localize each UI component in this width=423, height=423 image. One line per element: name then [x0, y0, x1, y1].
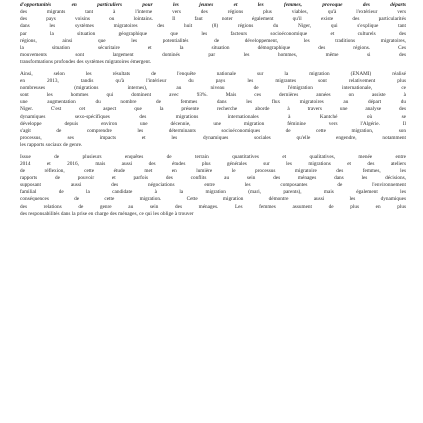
text-line: supposant aussi des négociations entre les composantes de l'environnement — [20, 182, 406, 189]
text-line: par la situation géographique que les facteurs socioéconomique et culturels des — [20, 30, 406, 37]
text-line: Ainsi, selon les résultats de l'enquête nationale sur la migration (ENAMI) réalisé — [20, 70, 406, 77]
text-line: familial de la candidate à la migration (mari, parents), mais également les — [20, 189, 406, 196]
text-line: des pays voisins ou lointains. Il faut noter également qu'il existe des particularités — [20, 16, 406, 23]
text-line: 2014 et 2016, mais aussi des études plus générales sur les migrations et des ateliers — [20, 160, 406, 167]
text-line: régions, ainsi que les potentialités de développement, les traditions migratoires, — [20, 37, 406, 44]
text-line: nombreuses (migrations internes), au niveau de l'émigration internationale, ce — [20, 84, 406, 91]
text-line: dynamiques sexo-spécifiques des migrations internationales à Kantché où se — [20, 113, 406, 120]
paragraph-2 — [20, 71, 406, 150]
text-line: la situation sécuritaire et la situation démographique des régions. Ces — [20, 44, 406, 51]
text-line: dans les systèmes migratoires des huit (8) régions du Niger, qui s'explique tant — [20, 23, 406, 30]
text-line: sont les hommes qui dominent avec 93%. Mais ces dernières années on assiste à — [20, 92, 406, 99]
text-line: processus, ses impacts et les dynamiques sociales qu'elle engendre, notamment — [20, 135, 406, 141]
paragraph-3 — [20, 154, 406, 218]
text-line: des relations de genre au sein des ménages. Les femmes assument de plus en plus — [20, 203, 406, 210]
body-text — [20, 2, 406, 218]
text-line: une augmentation du nombre de femmes dans les flux migratoires au départ du — [20, 99, 406, 106]
text-line: des responsabilités dans la prise en charge des ménages, ce qui les oblige à trouver — [20, 210, 194, 217]
text-line: rapports de pouvoir et parfois des conflits au sein des ménages dans les décisions, — [20, 174, 406, 181]
text-line: les rapports sociaux de genre. — [20, 142, 83, 149]
paragraph-1 — [20, 2, 406, 66]
text-line: s'agit de comprendre les déterminants socioéconomiques de cette migration, son — [20, 127, 406, 134]
text-line: d'opportunités en particuliers pour les jeunes et les femmes, provoque des départs — [20, 2, 406, 8]
text-line: Issue de plusieurs enquêtes de terrain quantitatives et qualitatives, menée entre — [20, 153, 406, 160]
text-line: en 2013, tandis qu'à l'intérieur du pays les migrantes sont relativement plus — [20, 77, 406, 84]
text-line: conséquences de cette migration. Cette migration démontre aussi les dynamiques — [20, 196, 406, 203]
text-line: des migrants tant à l'interne vers des régions plus viables, qu'à l'extérieur vers — [20, 9, 406, 16]
text-line: mouvements sont largement dominés par les hommes, même si des — [20, 52, 406, 59]
text-line: de réflexion, cette étude met en lumière le processus migratoire des femmes, les — [20, 167, 406, 174]
text-line: Niger. C'est cet aspect que la présente recherche aborde à travers une analyse des — [20, 106, 406, 113]
text-line: transformations profondes des systèmes migratoires émergent. — [20, 59, 152, 66]
text-line: développe depuis environ une décennie, une migration féminine vers l'Algérie. Il — [20, 120, 406, 127]
